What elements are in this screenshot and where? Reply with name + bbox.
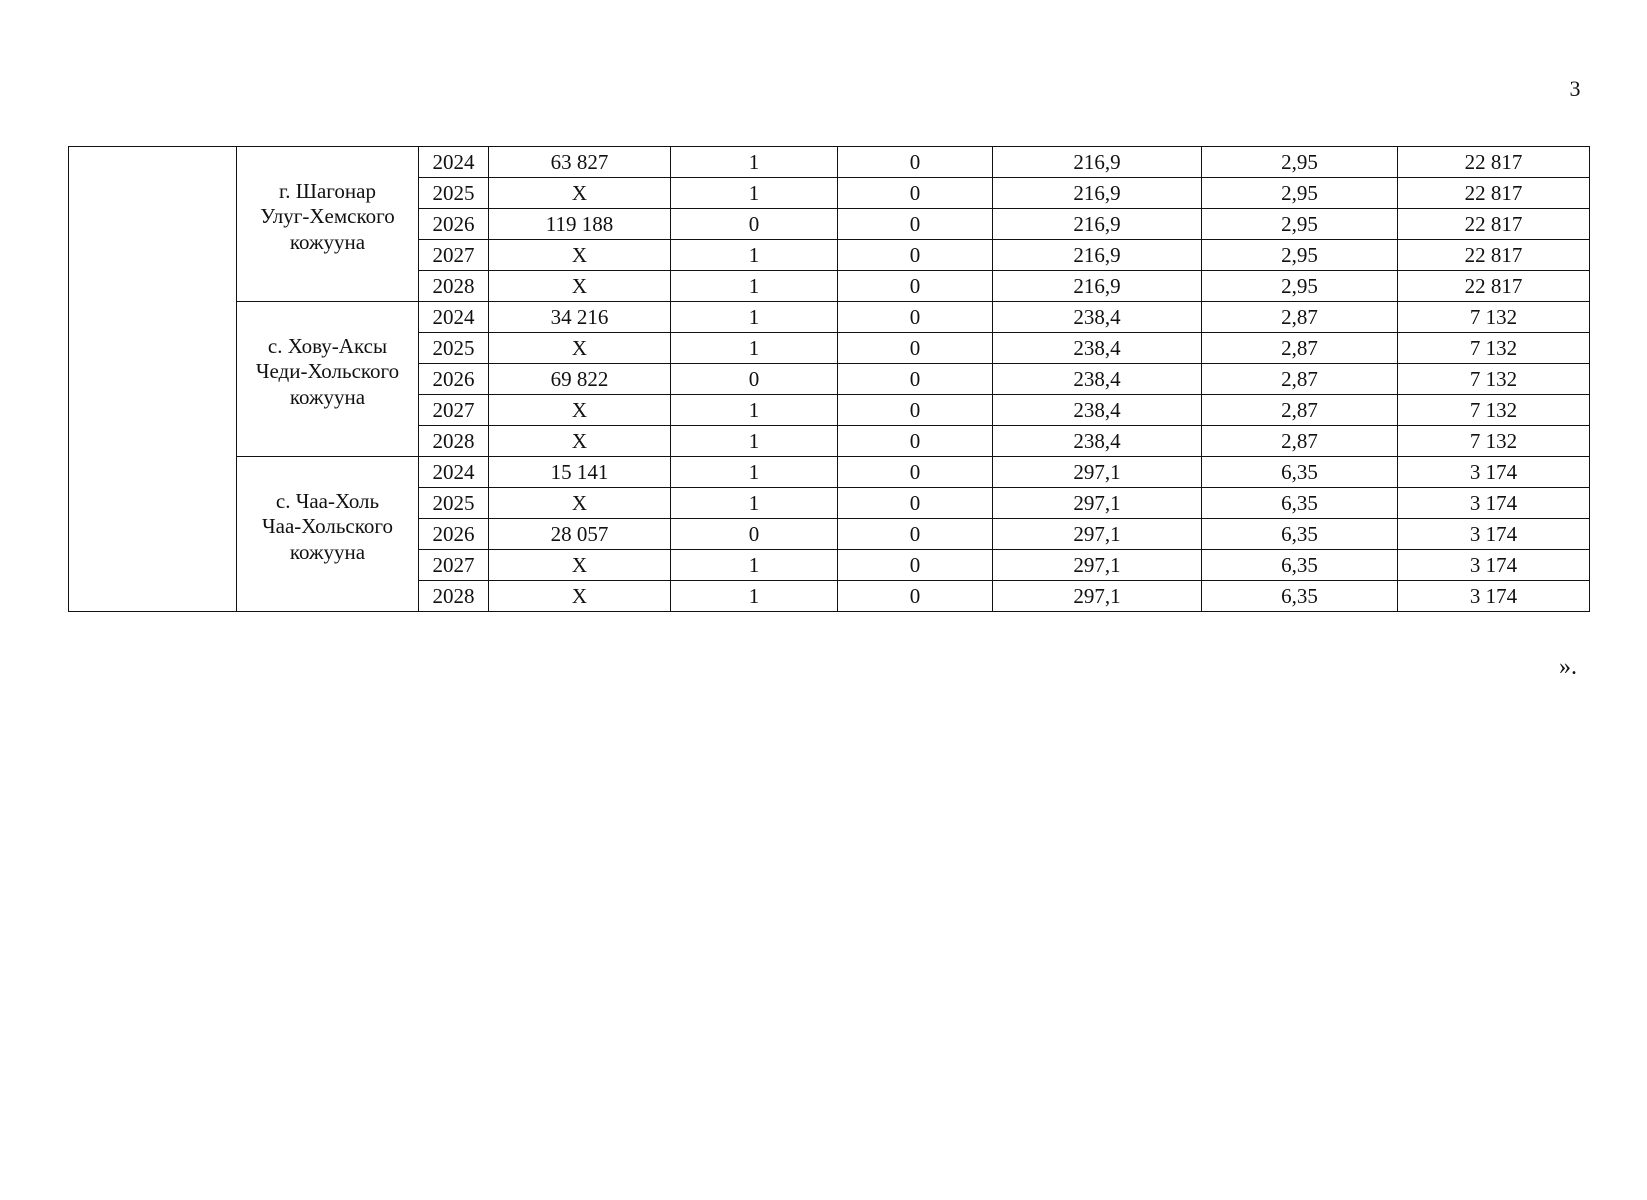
length-cell: 297,1 (993, 519, 1202, 550)
ratio-cell: 2,95 (1202, 147, 1398, 178)
table-row (69, 302, 1590, 333)
locality-name-line: Чеди-Хольского (255, 359, 400, 384)
year-cell: 2027 (419, 550, 489, 581)
value-cell: X (489, 426, 671, 457)
count-cell: 1 (671, 457, 838, 488)
length-cell: 216,9 (993, 147, 1202, 178)
value-cell: X (489, 581, 671, 612)
value-cell: 34 216 (489, 302, 671, 333)
zero-cell: 0 (838, 364, 993, 395)
length-cell: 297,1 (993, 457, 1202, 488)
population-cell: 3 174 (1398, 488, 1590, 519)
ratio-cell: 6,35 (1202, 581, 1398, 612)
count-cell: 1 (671, 581, 838, 612)
length-cell: 238,4 (993, 302, 1202, 333)
value-cell: X (489, 240, 671, 271)
value-cell: X (489, 550, 671, 581)
locality-name-cell (237, 147, 419, 302)
zero-cell: 0 (838, 395, 993, 426)
ratio-cell: 6,35 (1202, 457, 1398, 488)
zero-cell: 0 (838, 271, 993, 302)
ratio-cell: 2,95 (1202, 240, 1398, 271)
zero-cell: 0 (838, 457, 993, 488)
population-cell: 3 174 (1398, 457, 1590, 488)
count-cell: 1 (671, 395, 838, 426)
length-cell: 216,9 (993, 209, 1202, 240)
ratio-cell: 2,87 (1202, 426, 1398, 457)
value-cell: X (489, 271, 671, 302)
length-cell: 216,9 (993, 271, 1202, 302)
year-cell: 2025 (419, 333, 489, 364)
locality-name-line: кожууна (289, 384, 366, 409)
year-cell: 2027 (419, 240, 489, 271)
population-cell: 3 174 (1398, 581, 1590, 612)
locality-name-line: Чаа-Хольского (262, 514, 393, 539)
length-cell: 238,4 (993, 395, 1202, 426)
page-number: 3 (1569, 76, 1581, 101)
value-cell: X (489, 488, 671, 519)
count-cell: 1 (671, 550, 838, 581)
value-cell: X (489, 395, 671, 426)
locality-name-line: г. Шагонар (279, 179, 376, 204)
year-cell: 2026 (419, 209, 489, 240)
table-body (69, 147, 1590, 612)
population-cell: 7 132 (1398, 395, 1590, 426)
table-row (69, 457, 1590, 488)
year-cell: 2028 (419, 271, 489, 302)
count-cell: 1 (671, 302, 838, 333)
ratio-cell: 6,35 (1202, 550, 1398, 581)
locality-name-line: с. Чаа-Холь (275, 489, 380, 514)
count-cell: 0 (671, 209, 838, 240)
population-cell: 22 817 (1398, 147, 1590, 178)
population-cell: 3 174 (1398, 519, 1590, 550)
year-cell: 2024 (419, 147, 489, 178)
year-cell: 2025 (419, 178, 489, 209)
closing-quote-mark: ». (1559, 654, 1577, 680)
count-cell: 0 (671, 519, 838, 550)
value-cell: 63 827 (489, 147, 671, 178)
blank-first-column (69, 147, 237, 612)
population-cell: 3 174 (1398, 550, 1590, 581)
zero-cell: 0 (838, 302, 993, 333)
year-cell: 2028 (419, 426, 489, 457)
zero-cell: 0 (838, 240, 993, 271)
population-cell: 22 817 (1398, 240, 1590, 271)
value-cell: 15 141 (489, 457, 671, 488)
length-cell: 297,1 (993, 581, 1202, 612)
zero-cell: 0 (838, 426, 993, 457)
population-cell: 7 132 (1398, 302, 1590, 333)
year-cell: 2024 (419, 457, 489, 488)
locality-name-cell (237, 302, 419, 457)
zero-cell: 0 (838, 581, 993, 612)
year-cell: 2027 (419, 395, 489, 426)
ratio-cell: 2,87 (1202, 333, 1398, 364)
count-cell: 1 (671, 488, 838, 519)
count-cell: 1 (671, 147, 838, 178)
length-cell: 238,4 (993, 426, 1202, 457)
year-cell: 2024 (419, 302, 489, 333)
ratio-cell: 2,95 (1202, 209, 1398, 240)
length-cell: 216,9 (993, 240, 1202, 271)
count-cell: 1 (671, 178, 838, 209)
length-cell: 216,9 (993, 178, 1202, 209)
zero-cell: 0 (838, 333, 993, 364)
population-cell: 7 132 (1398, 364, 1590, 395)
count-cell: 1 (671, 333, 838, 364)
ratio-cell: 2,87 (1202, 395, 1398, 426)
year-cell: 2026 (419, 364, 489, 395)
value-cell: X (489, 333, 671, 364)
value-cell: X (489, 178, 671, 209)
locality-name-cell (237, 457, 419, 612)
length-cell: 297,1 (993, 488, 1202, 519)
count-cell: 1 (671, 271, 838, 302)
zero-cell: 0 (838, 519, 993, 550)
value-cell: 28 057 (489, 519, 671, 550)
locality-name-line: кожууна (289, 539, 366, 564)
population-cell: 22 817 (1398, 209, 1590, 240)
table-row (69, 147, 1590, 178)
value-cell: 69 822 (489, 364, 671, 395)
ratio-cell: 6,35 (1202, 488, 1398, 519)
locality-name-line: кожууна (289, 229, 366, 254)
ratio-cell: 2,95 (1202, 271, 1398, 302)
locality-name-line: Улуг-Хемского (260, 204, 395, 229)
ratio-cell: 2,87 (1202, 364, 1398, 395)
population-cell: 22 817 (1398, 178, 1590, 209)
zero-cell: 0 (838, 488, 993, 519)
ratio-cell: 6,35 (1202, 519, 1398, 550)
value-cell: 119 188 (489, 209, 671, 240)
year-cell: 2028 (419, 581, 489, 612)
population-cell: 7 132 (1398, 426, 1590, 457)
count-cell: 1 (671, 240, 838, 271)
length-cell: 238,4 (993, 364, 1202, 395)
zero-cell: 0 (838, 147, 993, 178)
zero-cell: 0 (838, 209, 993, 240)
count-cell: 1 (671, 426, 838, 457)
zero-cell: 0 (838, 178, 993, 209)
length-cell: 238,4 (993, 333, 1202, 364)
year-cell: 2026 (419, 519, 489, 550)
ratio-cell: 2,95 (1202, 178, 1398, 209)
population-cell: 7 132 (1398, 333, 1590, 364)
length-cell: 297,1 (993, 550, 1202, 581)
locality-name-line: с. Хову-Аксы (267, 334, 388, 359)
year-cell: 2025 (419, 488, 489, 519)
data-table (68, 146, 1590, 612)
ratio-cell: 2,87 (1202, 302, 1398, 333)
zero-cell: 0 (838, 550, 993, 581)
count-cell: 0 (671, 364, 838, 395)
population-cell: 22 817 (1398, 271, 1590, 302)
